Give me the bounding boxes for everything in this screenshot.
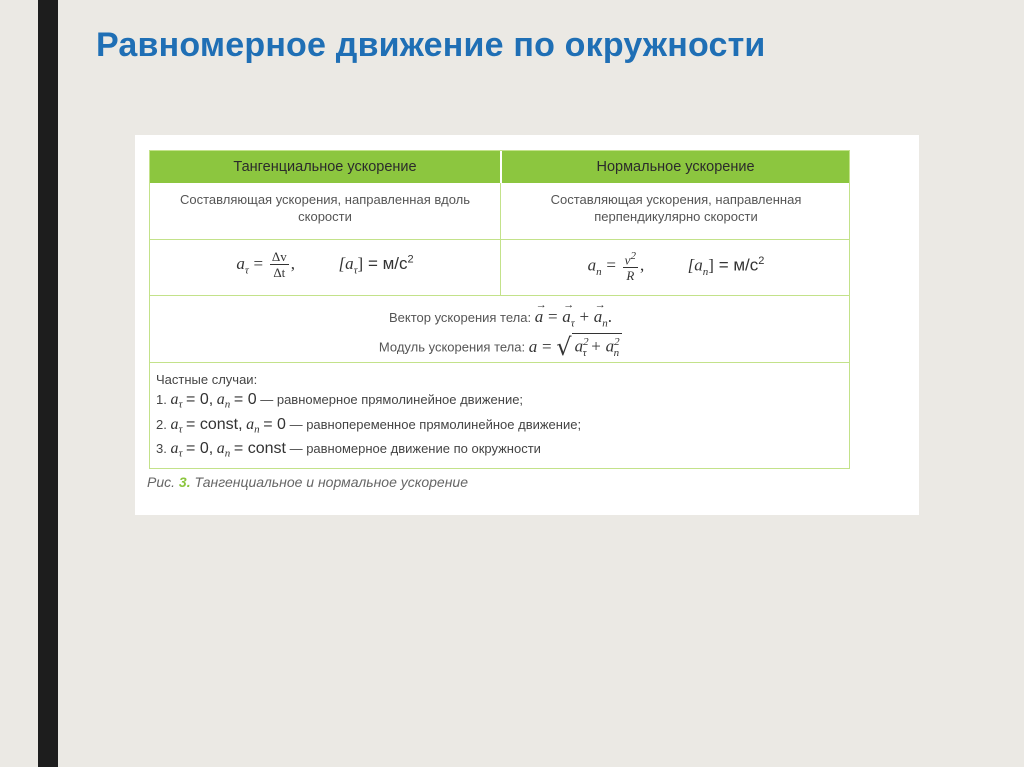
- acceleration-table: [149, 150, 850, 469]
- vector-label: Вектор ускорения тела:: [388, 310, 532, 325]
- vector-formula: → a = → $a_\tau$ + → $a_n$.: [535, 307, 612, 326]
- unit-bracket: [a: [687, 255, 703, 275]
- formula-tangential: [150, 249, 500, 280]
- header-normal: Нормальное ускорение: [502, 151, 849, 183]
- row-divider: [150, 295, 849, 296]
- row-divider: [150, 362, 849, 363]
- formula-subscript: n: [596, 266, 602, 279]
- slide-title: Равномерное движение по окружности: [96, 26, 766, 64]
- figure-image: [135, 135, 919, 515]
- formula-equals: =: [606, 255, 616, 275]
- special-cases-title: Частные случаи:: [156, 372, 258, 387]
- unit-bracket-close: ]: [708, 255, 714, 275]
- formula-symbol: a: [236, 253, 245, 273]
- fraction: [270, 249, 289, 280]
- formula-equals: =: [253, 253, 264, 273]
- row-divider: [150, 239, 849, 240]
- formula-symbol: a: [587, 255, 597, 275]
- modulus-formula: a = √ $a^2_\tau + a^2_n$: [529, 337, 622, 356]
- special-case-item: 1. $a_\tau = 0$, $a_n = 0$ — равномерное прямолинейное движение;: [156, 391, 524, 411]
- modulus-acceleration-line: [150, 333, 851, 362]
- formula-normal: [501, 249, 851, 283]
- figure-caption: [147, 474, 468, 490]
- header-tangential: Тангенциальное ускорение: [150, 151, 502, 183]
- unit-power: 2: [758, 255, 765, 267]
- special-case-item: 2. $a_\tau$ = const, $a_n = 0$ — равнопеременное прямолинейное движение;: [156, 415, 582, 436]
- formula-comma: ,: [290, 253, 295, 273]
- description-normal: Составляющая ускорения, направленная перпендикулярно скорости: [550, 192, 802, 224]
- formula-comma: ,: [639, 255, 645, 275]
- caption-prefix: Рис.: [147, 474, 176, 490]
- vector-acceleration-line: [150, 308, 851, 332]
- formula-subscript: τ: [244, 264, 249, 277]
- special-case-item: 3. $a_\tau = 0$, $a_n$ = const — равномерное движение по окружности: [156, 440, 541, 460]
- fraction-denominator: R: [626, 268, 635, 284]
- description-tangential: Составляющая ускорения, направленная вдоль скорости: [179, 192, 471, 224]
- left-accent-bar: [38, 0, 58, 767]
- fraction: [623, 249, 638, 283]
- unit-subscript: n: [702, 266, 709, 279]
- caption-text: Тангенциальное и нормальное ускорение: [194, 474, 468, 490]
- fraction-denominator: Δt: [273, 265, 286, 280]
- fraction-numerator: Δv: [271, 249, 287, 264]
- fraction-numerator: $v^2$: [624, 250, 636, 268]
- unit-power: 2: [407, 253, 414, 266]
- unit-bracket: [a: [338, 253, 354, 273]
- unit-text: = м/с: [367, 253, 408, 273]
- unit-bracket-close: ]: [357, 253, 364, 273]
- caption-number: 3.: [178, 474, 191, 490]
- modulus-label: Модуль ускорения тела:: [378, 339, 526, 355]
- unit-subscript: τ: [353, 264, 358, 277]
- unit-text: = м/с: [718, 255, 759, 275]
- special-cases: [156, 370, 581, 464]
